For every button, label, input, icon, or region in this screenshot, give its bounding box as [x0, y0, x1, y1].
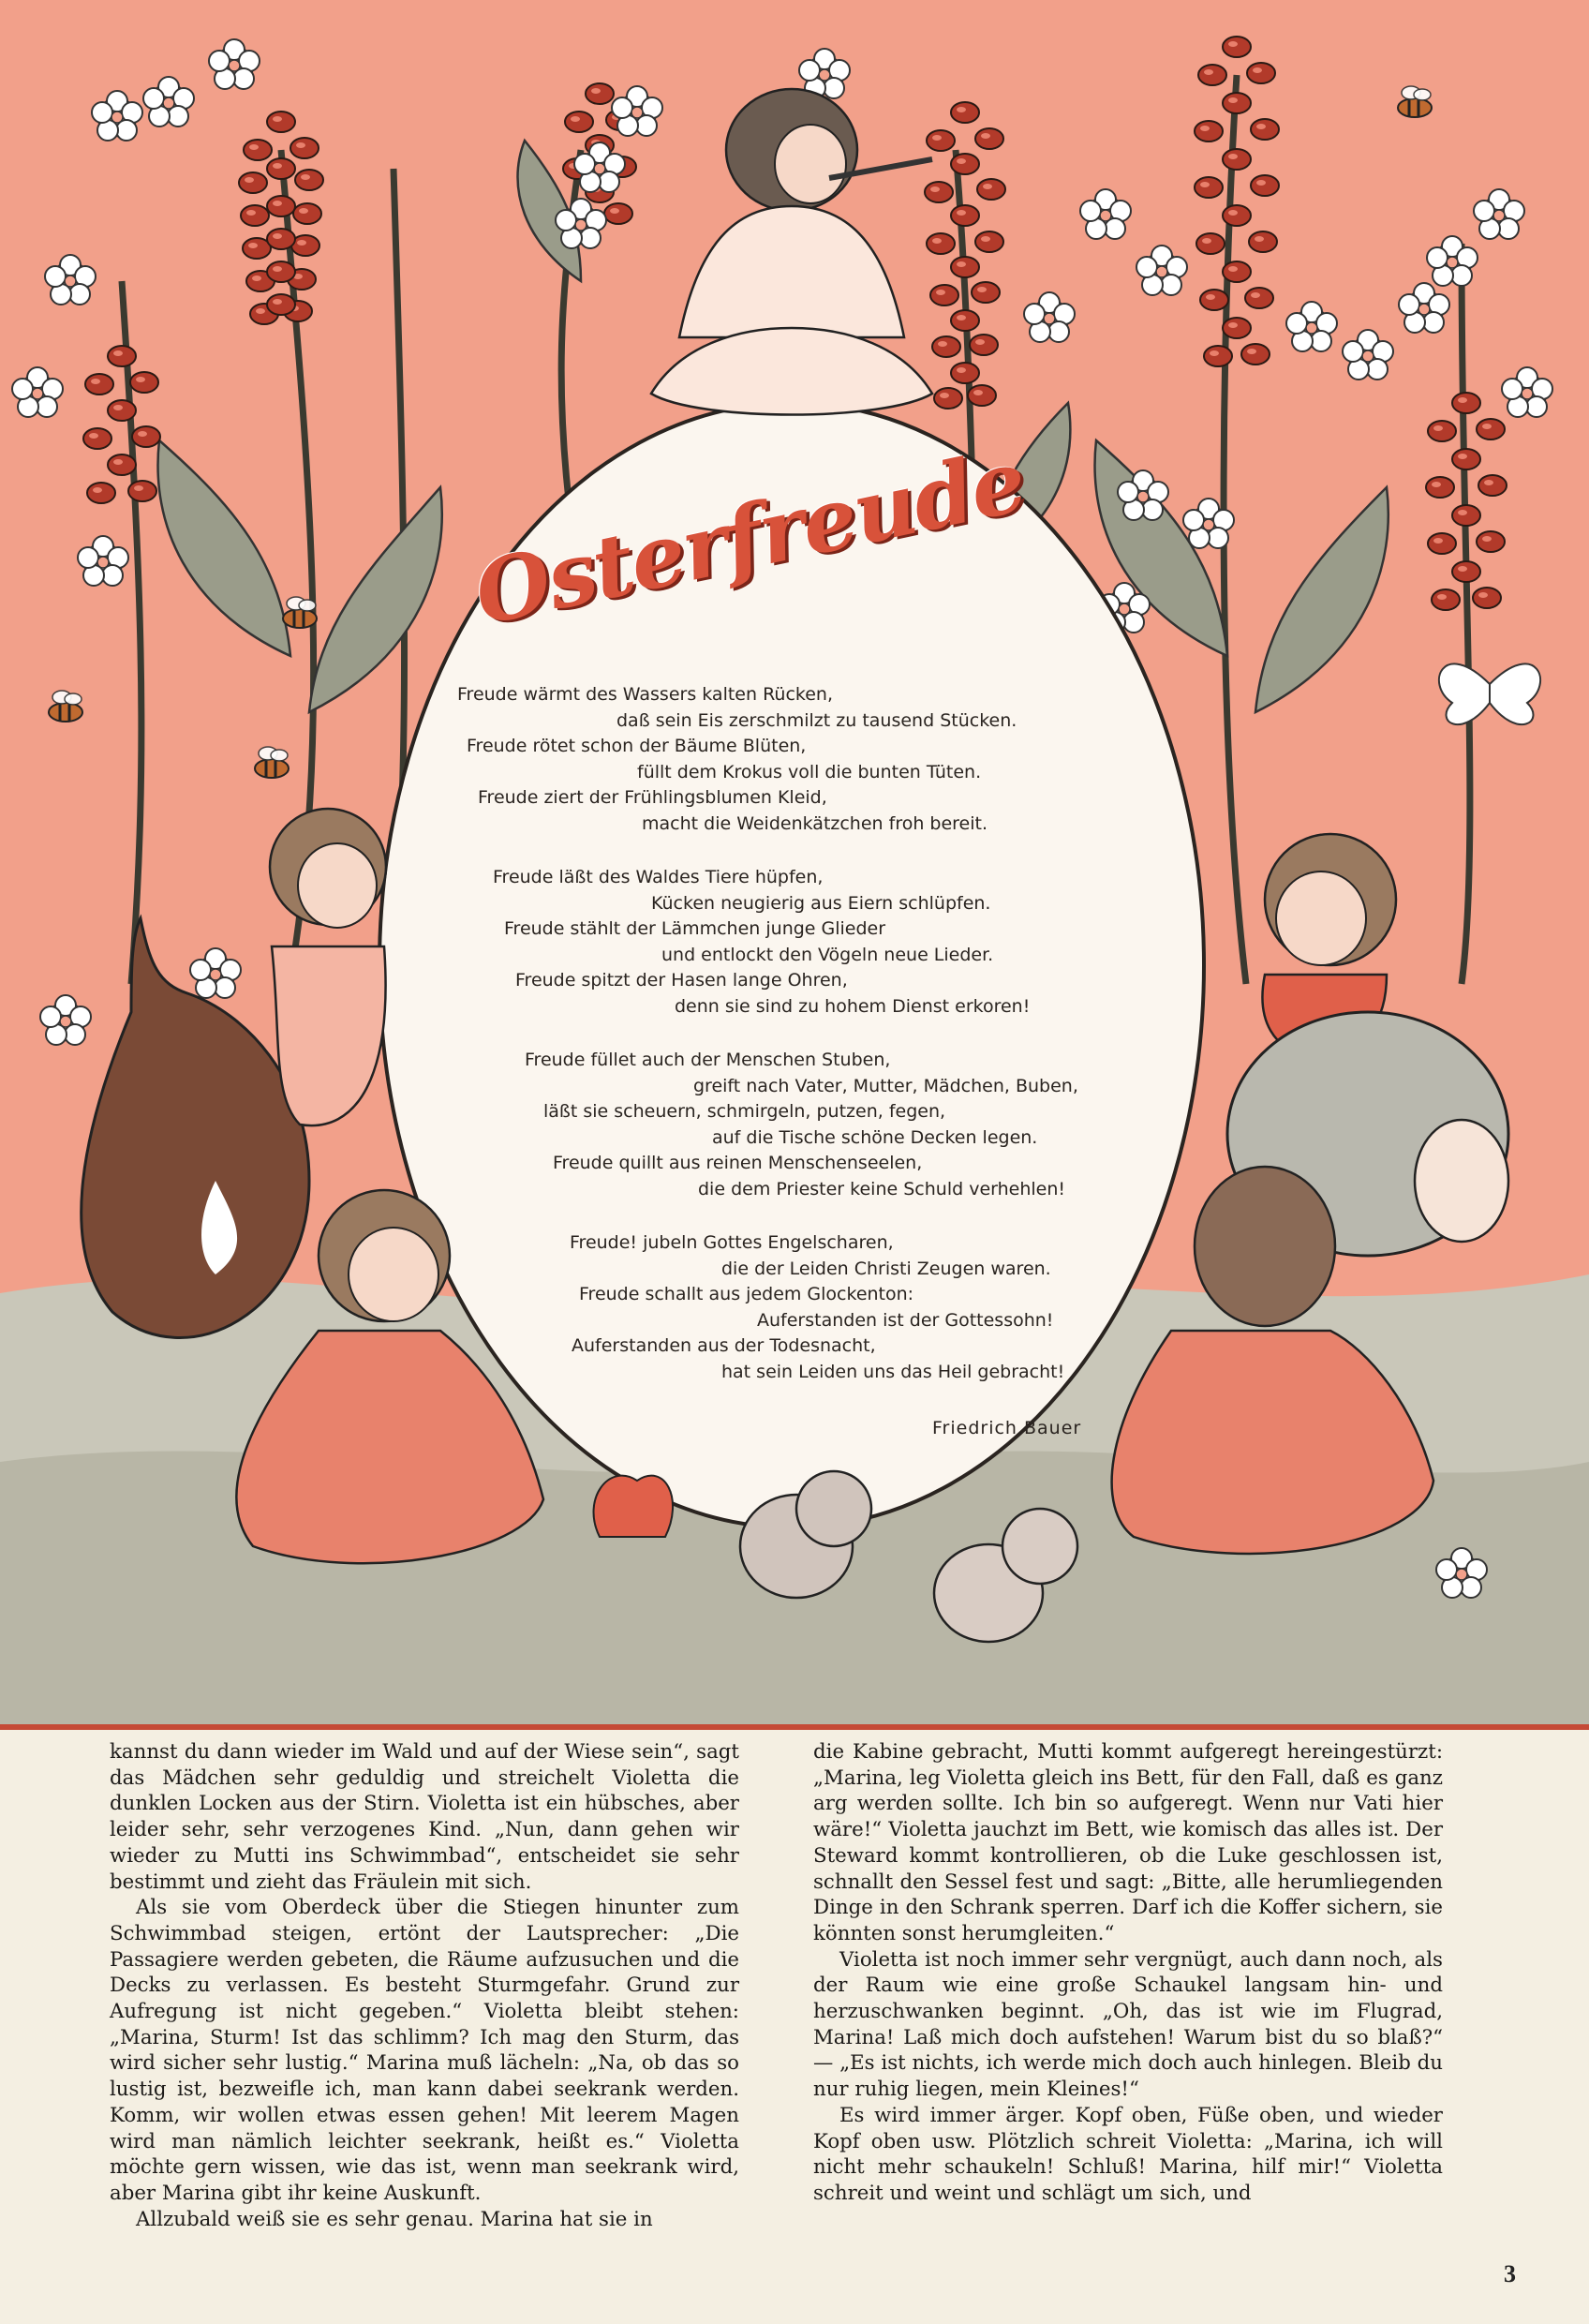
story-paragraph: Violetta ist noch immer sehr vergnügt, auch dann noch, als der Raum wie eine große Schaukel langsam hin- und herzuschwanken beginnt. „Oh, das ist wie im Flugrad, Marina! Laß mich doch aufstehen! Warum bist du so blaß?“ — „Es ist nichts, ich werde mich doch auch hinlegen. Bleib du nur ruhig liegen, mein Kleines!“ [813, 1947, 1443, 2102]
section-divider [0, 1724, 1589, 1730]
story-column-left [110, 1739, 739, 2232]
story-paragraph: kannst du dann wieder im Wald und auf der Wiese sein“, sagt das Mädchen sehr geduldig und streichelt Violetta die dunklen Locken aus der Stirn. Violetta ist ein hübsches, aber leider sehr, sehr verzogenes Kind. „Nun, dann gehen wir wieder zu Mutti ins Schwimmbad“, entscheidet sie sehr bestimmt und zieht das Fräulein mit sich. [110, 1740, 739, 1894]
poem-line: Auferstanden aus der Todesnacht, [572, 1335, 876, 1356]
poem-author: Friedrich Bauer [932, 1418, 1082, 1438]
poem-line: Auferstanden ist der Gottessohn! [757, 1309, 1054, 1331]
poem-line: Freude! jubeln Gottes Engelscharen, [570, 1232, 894, 1253]
poem-line: hat sein Leiden uns das Heil gebracht! [721, 1361, 1065, 1382]
poem [440, 682, 1152, 1385]
poem-line: greift nach Vater, Mutter, Mädchen, Buben, [693, 1075, 1078, 1096]
poem-line: Freude spitzt der Hasen lange Ohren, [515, 970, 848, 991]
poem-line: Freude quillt aus reinen Menschenseelen, [553, 1153, 923, 1173]
poem-line: Freude füllet auch der Menschen Stuben, [525, 1050, 891, 1070]
poem-title: Osterfreude [466, 429, 1033, 645]
story-paragraph: die Kabine gebracht, Mutti kommt aufgeregt hereingestürzt: „Marina, leg Violetta gleich ins Bett, für den Fall, daß es ganz arg werden sollte. Ich bin so aufgeregt. Wenn nur Vati hier wäre!“ Violetta jauchzt im Bett, wie komisch das alles ist. Der Steward kommt kontrollieren, ob die Luke geschlossen ist, schnallt den Sessel fest und sagt: „Bitte, alle herumliegenden Dinge in den Schrank sperren. Darf ich die Koffer sichern, sie könnten sonst herumgleiten.“ [813, 1740, 1443, 1945]
poem-line: die dem Priester keine Schuld verhehlen! [698, 1178, 1066, 1199]
poem-line: Freude rötet schon der Bäume Blüten, [467, 736, 807, 756]
story-paragraph: Als sie vom Oberdeck über die Stiegen hinunter zum Schwimmbad steigen, ertönt der Lautsprecher: „Die Passagiere werden gebeten, die Räume aufzusuchen und die Decks zu verlassen. Es besteht Sturmgefahr. Grund zur Aufregung ist nicht gegeben.“ Violetta bleibt stehen: „Marina, Sturm! Ist das schlimm? Ich mag den Sturm, das wird sicher sehr lustig.“ Marina muß lächeln: „Na, ob das so lustig ist, bezweifle ich, man kann dabei seekrank werden. Komm, wir wollen etwas essen gehen! Mit leerem Magen wird man nämlich leichter seekrank, heißt es.“ Violetta möchte gern wissen, wie das ist, wenn man seekrank wird, aber Marina gibt ihr keine Auskunft. [110, 1896, 739, 2205]
poem-line: denn sie sind zu hohem Dienst erkoren! [675, 995, 1031, 1017]
poem-line: Freude stählt der Lämmchen junge Glieder [504, 918, 886, 939]
poem-line: Freude wärmt des Wassers kalten Rücken, [457, 684, 834, 705]
poem-line: Kücken neugierig aus Eiern schlüpfen. [651, 892, 991, 914]
poem-line: Freude läßt des Waldes Tiere hüpfen, [493, 867, 824, 887]
poem-line: macht die Weidenkätzchen froh bereit. [642, 812, 988, 834]
poem-line: Freude ziert der Frühlingsblumen Kleid, [478, 787, 827, 808]
page-number-bottom: 3 [1504, 2260, 1516, 2287]
poem-line: läßt sie scheuern, schmirgeln, putzen, fegen, [543, 1101, 946, 1122]
poem-line: füllt dem Krokus voll die bunten Tüten. [637, 761, 982, 782]
story-column-right [813, 1739, 1443, 2207]
poem-line: daß sein Eis zerschmilzt zu tausend Stücken. [616, 709, 1017, 731]
poem-line: auf die Tische schöne Decken legen. [712, 1126, 1038, 1148]
poem-line: und entlockt den Vögeln neue Lieder. [661, 944, 994, 965]
story-paragraph: Es wird immer ärger. Kopf oben, Füße oben, und wieder Kopf oben usw. Plötzlich schreit Violetta: „Marina, ich will nicht mehr schaukeln! Schluß! Marina, hilf mir!“ Violetta schreit und weint und schlägt um sich, und [813, 2103, 1443, 2205]
poem-line: die der Leiden Christi Zeugen waren. [721, 1258, 1051, 1279]
story-paragraph: Allzubald weiß sie es sehr genau. Marina hat sie in [136, 2207, 653, 2231]
poem-line: Freude schallt aus jedem Glockenton: [579, 1284, 914, 1304]
